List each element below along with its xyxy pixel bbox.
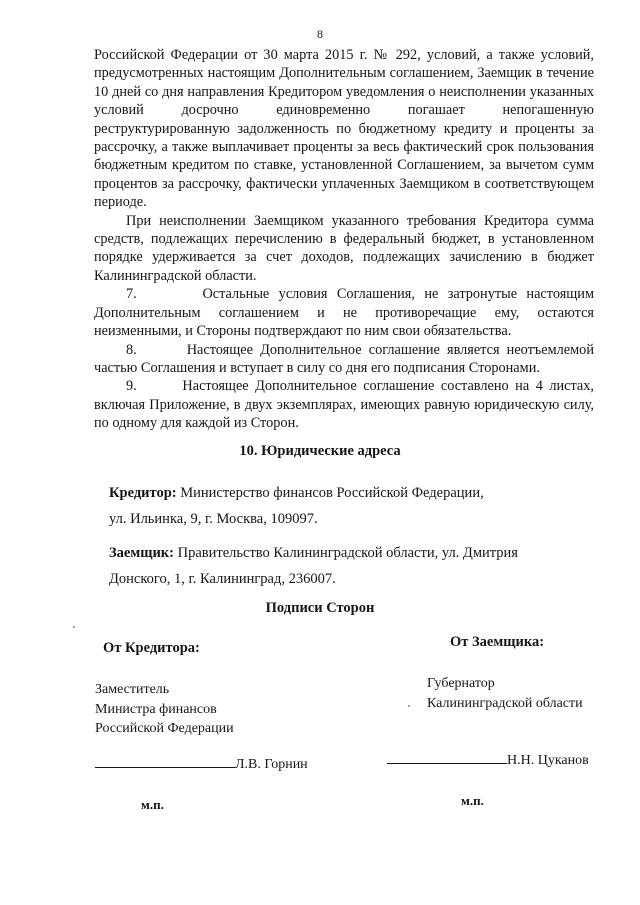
creditor-signature-rule [95, 766, 235, 768]
borrower-address-line1: Правительство Калининградской области, ул. Дмитрия [174, 545, 518, 561]
paragraph-nonfulfillment: При неисполнении Заемщиком указанного требования Кредитора сумма средств, подлежащих перечислению в федеральный бюджет, в установленном порядке удерживается за счет доходов, подлежащих зачислению в бюджет Калининградской области. [94, 212, 594, 284]
creditor-label: Кредитор: [109, 485, 177, 501]
borrower-signature-heading: От Заемщика: [450, 634, 545, 650]
borrower-position-line2: Калининградской области [427, 695, 583, 711]
paragraph-continuation: Российской Федерации от 30 марта 2015 г. № 292, условий, а также условий, предусмотренных настоящим Дополнительным соглашением, Заемщик в течение 10 дней со дня направления Кредитором уведомления о неисполнении указанных условий досрочно единовременно погашает непогашенную реструктурированную задолженность по бюджетному кредиту и проценты за рассрочку, а также выплачивает проценты за весь фактический срок пользования бюджетным кредитом по ставке, установленной Соглашением, за вычетом сумм процентов за рассрочку, фактически уплаченных Заемщиком в соответствующем периоде. [94, 47, 594, 211]
creditor-address-line2: ул. Ильинка, 9, г. Москва, 109097. [109, 511, 318, 527]
paragraph-7: 7. Остальные условия Соглашения, не затронутые настоящим Дополнительным соглашением и не противоречащие ему, остаются неизменными, и Стороны подтверждают по ним свои обязательства. [94, 286, 594, 340]
page-number: 8 [317, 27, 323, 41]
creditor-position-line2: Министра финансов [95, 701, 217, 717]
borrower-signatory-position [427, 674, 583, 713]
creditor-position-line1: Заместитель [95, 682, 170, 697]
scan-speck [408, 705, 410, 707]
section-title-legal-addresses: 10. Юридические адреса [239, 443, 401, 459]
borrower-signature-line [387, 753, 589, 769]
paragraph-8: 8. Настоящее Дополнительное соглашение является неотъемлемой частью Соглашения и вступает в силу со дня его подписания Сторонами. [94, 341, 594, 376]
borrower-address-line2: Донского, 1, г. Калининград, 236007. [109, 571, 336, 587]
creditor-stamp-place: м.п. [141, 797, 164, 812]
borrower-signature-rule [387, 762, 507, 764]
borrower-address [109, 540, 579, 592]
borrower-stamp-place: м.п. [461, 793, 484, 808]
creditor-signatory-position [95, 680, 234, 739]
creditor-address [109, 480, 579, 532]
creditor-signatory-name: Л.В. Горнин [235, 757, 308, 772]
creditor-signature-line [95, 757, 308, 773]
creditor-address-line1: Министерство финансов Российской Федерации, [176, 485, 484, 501]
borrower-label: Заемщик: [109, 545, 174, 561]
creditor-position-line3: Российской Федерации [95, 721, 234, 736]
creditor-signature-heading: От Кредитора: [103, 640, 200, 656]
signatures-title: Подписи Сторон [265, 600, 375, 616]
borrower-signatory-name: Н.Н. Цуканов [507, 753, 589, 768]
terms-text-block [94, 46, 594, 433]
paragraph-9: 9. Настоящее Дополнительное соглашение составлено на 4 листах, включая Приложение, в двух экземплярах, имеющих равную юридическую силу, по одному для каждой из Сторон. [94, 378, 594, 432]
borrower-position-line1: Губернатор [427, 676, 495, 691]
scan-speck [73, 626, 75, 628]
